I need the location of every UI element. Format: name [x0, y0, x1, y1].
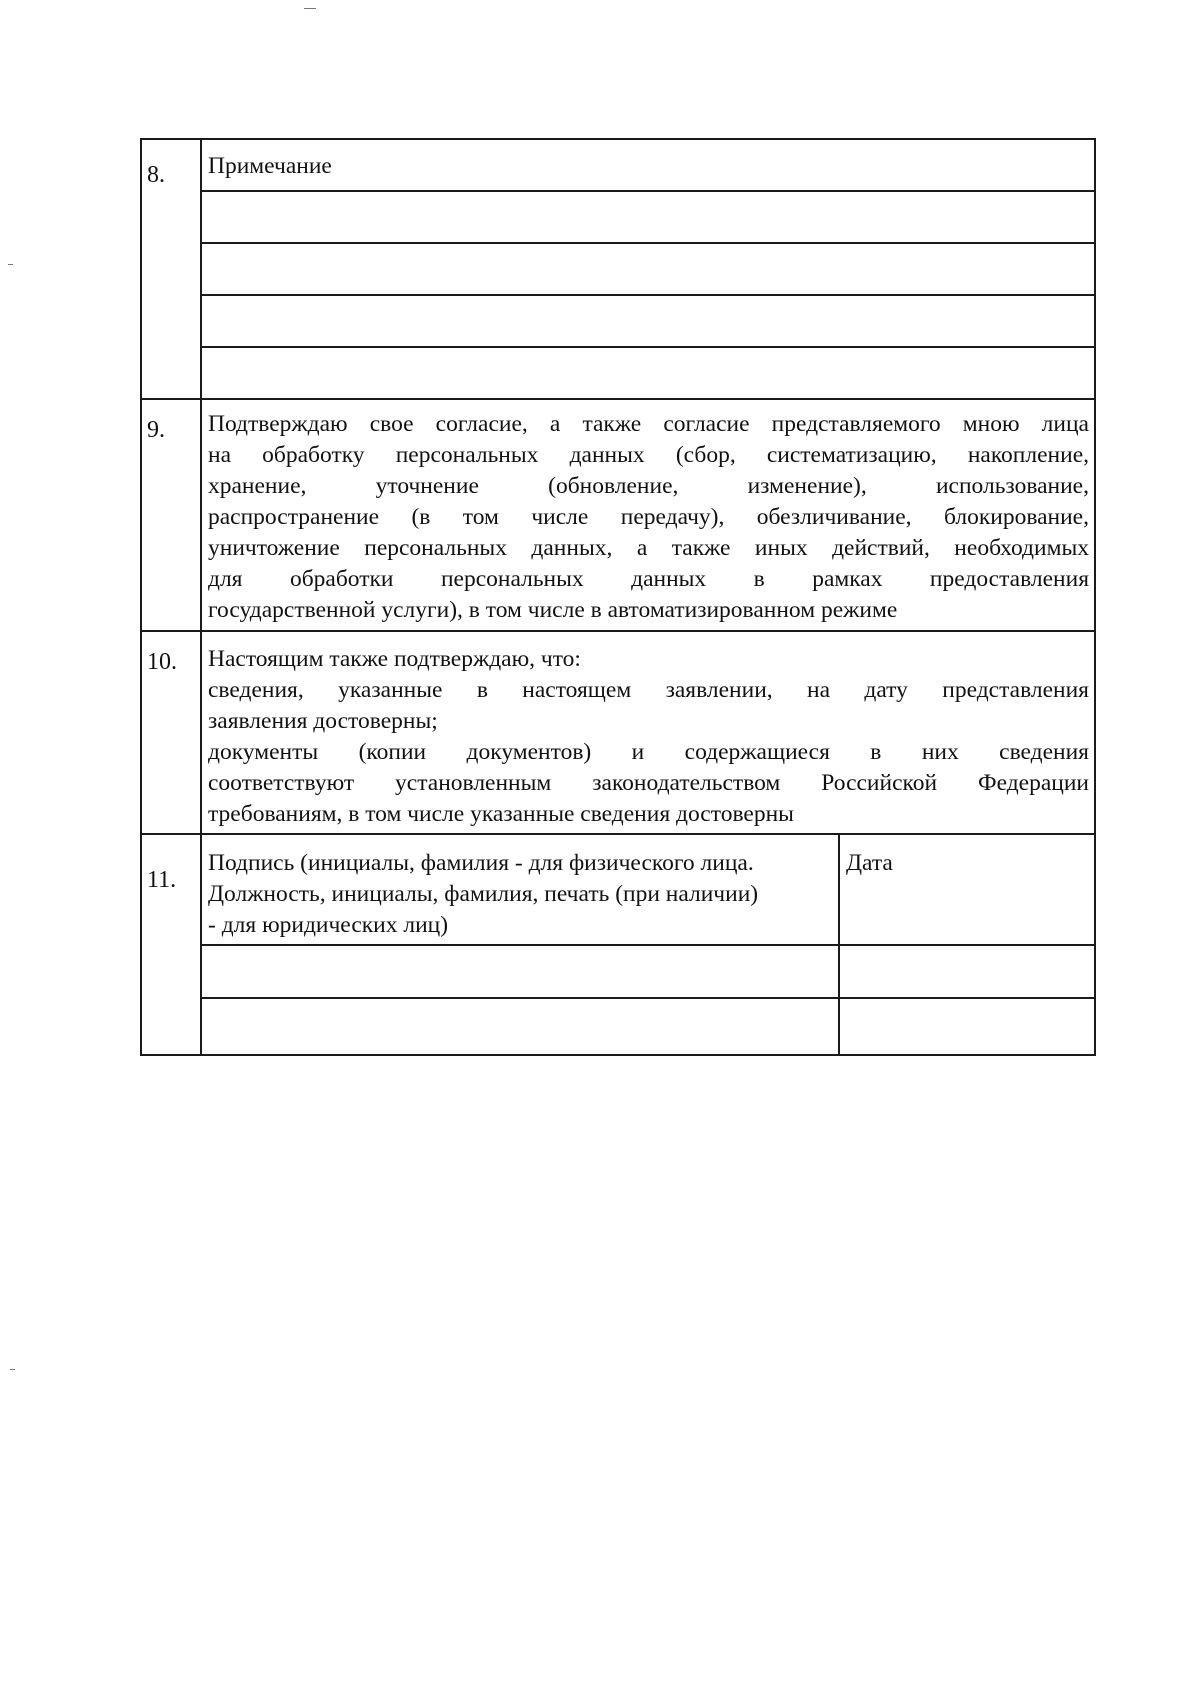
- row-divider-9-10: [140, 630, 1096, 632]
- consent-line-7: государственной услуги), в том числе в автоматизированном режиме: [208, 597, 898, 623]
- date-label: Дата: [846, 850, 893, 876]
- consent-line-5: уничтожение персональных данных, а также иных действий, необходимых: [208, 535, 1089, 561]
- row-number-8: 8.: [147, 162, 165, 188]
- note-line-4: [200, 346, 1096, 348]
- confirmation-line-5: соответствуют установленным законодательством Российской Федерации: [208, 770, 1089, 796]
- row-divider-10-11: [140, 833, 1096, 835]
- confirmation-line-2: сведения, указанные в настоящем заявлении, на дату представления: [208, 677, 1089, 703]
- row-number-11: 11.: [147, 867, 177, 893]
- note-label: Примечание: [208, 153, 332, 179]
- signature-line-1: [200, 944, 1096, 946]
- table-top-border: [140, 138, 1096, 140]
- note-field-4[interactable]: [204, 350, 1092, 396]
- note-line-2: [200, 242, 1096, 244]
- date-field-1[interactable]: [842, 948, 1092, 995]
- table-bottom-border: [140, 1054, 1096, 1056]
- note-field-2[interactable]: [204, 246, 1092, 292]
- date-field-2[interactable]: [842, 1001, 1092, 1052]
- signature-line-2: [200, 997, 1096, 999]
- number-column-divider: [200, 138, 202, 1056]
- row-divider-8-9: [140, 398, 1096, 400]
- consent-line-4: распространение (в том числе передачу), обезличивание, блокирование,: [208, 504, 1089, 530]
- confirmation-line-1: Настоящим также подтверждаю, что:: [208, 646, 581, 672]
- consent-line-2: на обработку персональных данных (сбор, систематизацию, накопление,: [208, 442, 1089, 468]
- signature-caption-line-2: Должность, инициалы, фамилия, печать (при наличии): [208, 881, 759, 907]
- confirmation-line-4: документы (копии документов) и содержащиеся в них сведения: [208, 739, 1089, 765]
- consent-line-3: хранение, уточнение (обновление, изменение), использование,: [208, 473, 1089, 499]
- scan-mark-top: [304, 8, 316, 9]
- note-line-3: [200, 294, 1096, 296]
- note-field-1[interactable]: [204, 194, 1092, 240]
- note-line-1: [200, 190, 1096, 192]
- signature-field-2[interactable]: [204, 1001, 836, 1052]
- table-left-border: [140, 138, 142, 1056]
- row-number-10: 10.: [147, 649, 177, 675]
- confirmation-line-6: требованиям, в том числе указанные сведения достоверны: [208, 801, 794, 827]
- signature-caption-line-3: - для юридических лиц): [208, 912, 449, 938]
- signature-caption-line-1: Подпись (инициалы, фамилия - для физического лица.: [208, 850, 754, 876]
- scan-mark-left-1: [8, 264, 13, 265]
- consent-line-6: для обработки персональных данных в рамках предоставления: [208, 566, 1089, 592]
- row-number-9: 9.: [147, 417, 165, 443]
- note-field-3[interactable]: [204, 298, 1092, 344]
- confirmation-line-3: заявления достоверны;: [208, 708, 438, 734]
- consent-line-1: Подтверждаю свое согласие, а также согласие представляемого мною лица: [208, 411, 1089, 437]
- scan-mark-left-2: [10, 1369, 15, 1370]
- table-right-border: [1094, 138, 1096, 1056]
- signature-field-1[interactable]: [204, 948, 836, 995]
